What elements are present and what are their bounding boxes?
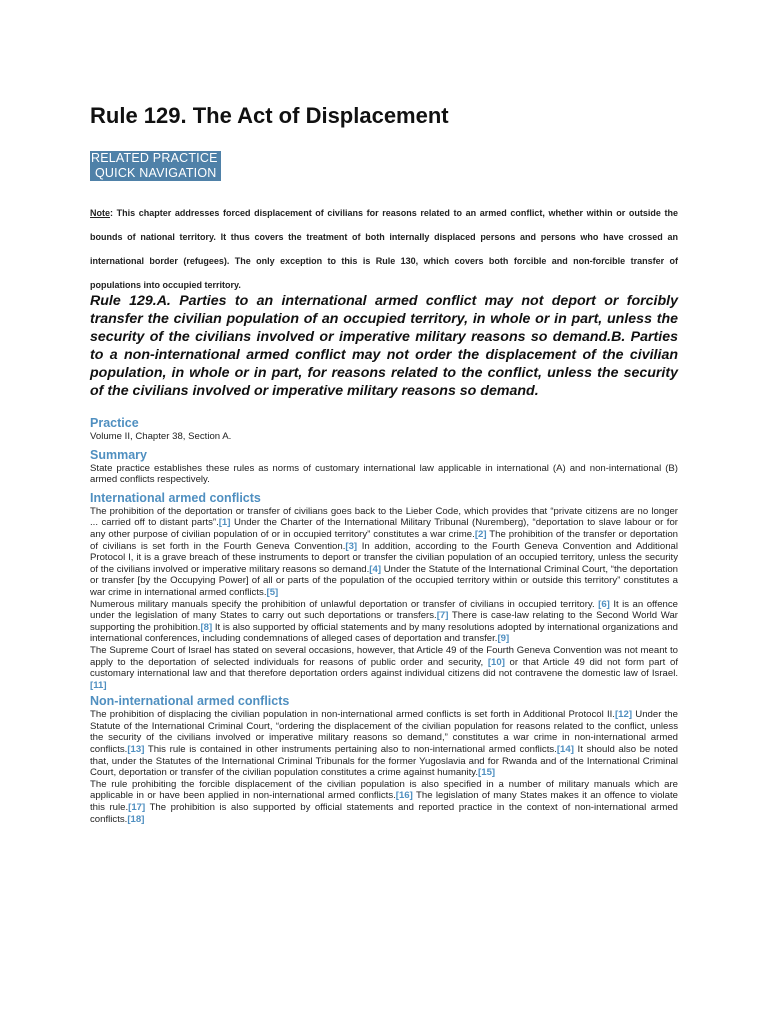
footnote-link[interactable]: [5] <box>266 586 279 598</box>
text-segment: Under the Charter of the International Military Tribunal (Nuremberg), “deportation to slave labour or for any other purpose of civilian population of or in occupied territory” constitutes a war crime. <box>90 517 678 540</box>
text-segment: The legislation of many States makes it an offence to violate this rule. <box>90 790 678 814</box>
footnote-link[interactable]: [6] <box>598 598 610 610</box>
note-text: : This chapter addresses forced displacement of civilians for reasons related to an armed conflict, whether within or outside the bounds of national territory. It thus covers the treatment of both internally displaced persons and persons who have crossed an international border (refugees). The only exception to this is Rule 130, which covers both forcible and non-forcible transfer of populations into occupied territory. <box>90 208 678 290</box>
iac-paragraph-3 <box>90 645 678 691</box>
text-segment: In addition, according to the Fourth Geneva Convention and Additional Protocol I, it is a grave breach of these instruments to deport or transfer the civilian population of an occupied territory, unless the security of the civilians involved or imperative military reasons so demand. <box>90 540 678 575</box>
main-body <box>90 415 678 825</box>
footnote-link[interactable]: [3] <box>345 540 358 552</box>
footnote-link[interactable]: [16] <box>395 790 413 802</box>
niac-paragraph-1 <box>90 709 678 779</box>
iac-paragraph-2 <box>90 599 678 645</box>
text-segment: This rule is contained in other instruments pertaining also to non-international armed conflicts. <box>144 744 557 756</box>
text-segment: Numerous military manuals specify the prohibition of unlawful deportation or transfer of civilians in occupied territory. <box>90 598 599 610</box>
text-segment: or that Article 49 did not form part of customary international law and that therefore deportation orders against individual citizens did not contravene the domestic law of Israel. <box>90 656 678 680</box>
footnote-link[interactable]: [12] <box>614 709 633 721</box>
footnote-link[interactable]: [2] <box>474 528 487 540</box>
page-title: Rule 129. The Act of Displacement <box>90 103 449 128</box>
footnote-link[interactable]: [11] <box>90 679 107 691</box>
text-segment: The rule prohibiting the forcible displacement of the civilian population is also specified in a number of military manuals which are applicable in or have been applied in non-international armed conflicts. <box>90 778 678 802</box>
footnote-link[interactable]: [7] <box>436 610 449 622</box>
niac-heading: Non-international armed conflicts <box>90 694 290 709</box>
footnote-link[interactable]: [1] <box>218 517 231 529</box>
practice-heading: Practice <box>90 416 139 430</box>
footnote-link[interactable]: [17] <box>128 802 146 814</box>
text-segment: The prohibition of the deportation or transfer of civilians goes back to the Lieber Code, which provides that “private citizens are no longer ... carried off to distant parts”. <box>90 505 678 529</box>
footnote-link[interactable]: [18] <box>127 813 145 825</box>
text-segment: Under the Statute of the International Criminal Court, “the deportation or transfer [by the Occupying Power] of all or parts of the population of the occupied territory within or outside this territory” constitutes a war crime in international armed conflicts. <box>90 563 678 598</box>
text-segment: There is case-law relating to the Second World War supporting the prohibition. <box>90 610 678 633</box>
related-practice-link[interactable]: RELATED PRACTICE <box>90 151 221 166</box>
niac-paragraph-2 <box>90 779 678 825</box>
iac-heading: International armed conflicts <box>90 490 261 505</box>
footnote-link[interactable]: [4] <box>369 563 382 575</box>
navigation-box <box>90 151 221 181</box>
footnote-link[interactable]: [14] <box>556 744 574 756</box>
footnote-link[interactable]: [13] <box>127 744 145 756</box>
text-segment: The prohibition is also supported by official statements and reported practice in the context of non-international armed conflicts. <box>90 802 678 825</box>
summary-heading: Summary <box>90 447 147 462</box>
summary-text: State practice establishes these rules as norms of customary international law applicable in international (A) and non-international (B) armed conflicts respectively. <box>90 462 678 486</box>
practice-reference: Volume II, Chapter 38, Section A. <box>90 431 232 442</box>
chapter-note <box>90 201 678 297</box>
text-segment: It is an offence under the legislation of many States to carry out such deportations or transfers. <box>90 598 678 622</box>
text-segment: It is also supported by official statements and by many resolutions adopted by international organizations and international conferences, including condemnations of alleged cases of deportation and transfer. <box>90 621 679 645</box>
text-segment: The prohibition of displacing the civilian population in non-international armed conflicts is set forth in Additional Protocol II. <box>90 709 615 721</box>
footnote-link[interactable]: [8] <box>200 621 213 633</box>
rule-statement: Rule 129.A. Parties to an international armed conflict may not deport or forcibly transfer the civilian population of an occupied territory, in whole or in part, unless the security of the civilians involved or imperative military reasons so demand.B. Parties to a non-international armed conflict may not order the displacement of the civilian population, in whole or in part, for reasons related to the conflict, unless the security of the civilians involved or imperative military reasons so demand. <box>90 293 678 400</box>
text-segment: It should also be noted that, under the Statutes of the International Criminal Tribunals for the former Yugoslavia and for Rwanda and of the International Criminal Court, deportation or transfer of the civilian population constitutes a crime against humanity. <box>90 744 678 779</box>
footnote-link[interactable]: [15] <box>478 767 496 779</box>
text-segment: Under the Statute of the International Criminal Court, “ordering the displacement of the civilian population for reasons related to the conflict, unless the security of the civilians involved or imperative military reasons so demand,” constitutes a war crime in non-international armed conflicts. <box>90 709 678 756</box>
footnote-link[interactable]: [10] <box>487 656 505 668</box>
iac-paragraph-1 <box>90 506 678 599</box>
footnote-link[interactable]: [9] <box>497 633 510 645</box>
quick-navigation-link[interactable]: QUICK NAVIGATION <box>90 166 221 181</box>
note-label: Note <box>90 208 110 218</box>
text-segment: The Supreme Court of Israel has stated on several occasions, however, that Article 49 of the Fourth Geneva Convention was not meant to apply to the deportation of selected individuals for reasons of public order and security, <box>90 644 678 668</box>
text-segment: The prohibition of the transfer or deportation of civilians is set forth in the Fourth Geneva Convention. <box>90 528 678 552</box>
